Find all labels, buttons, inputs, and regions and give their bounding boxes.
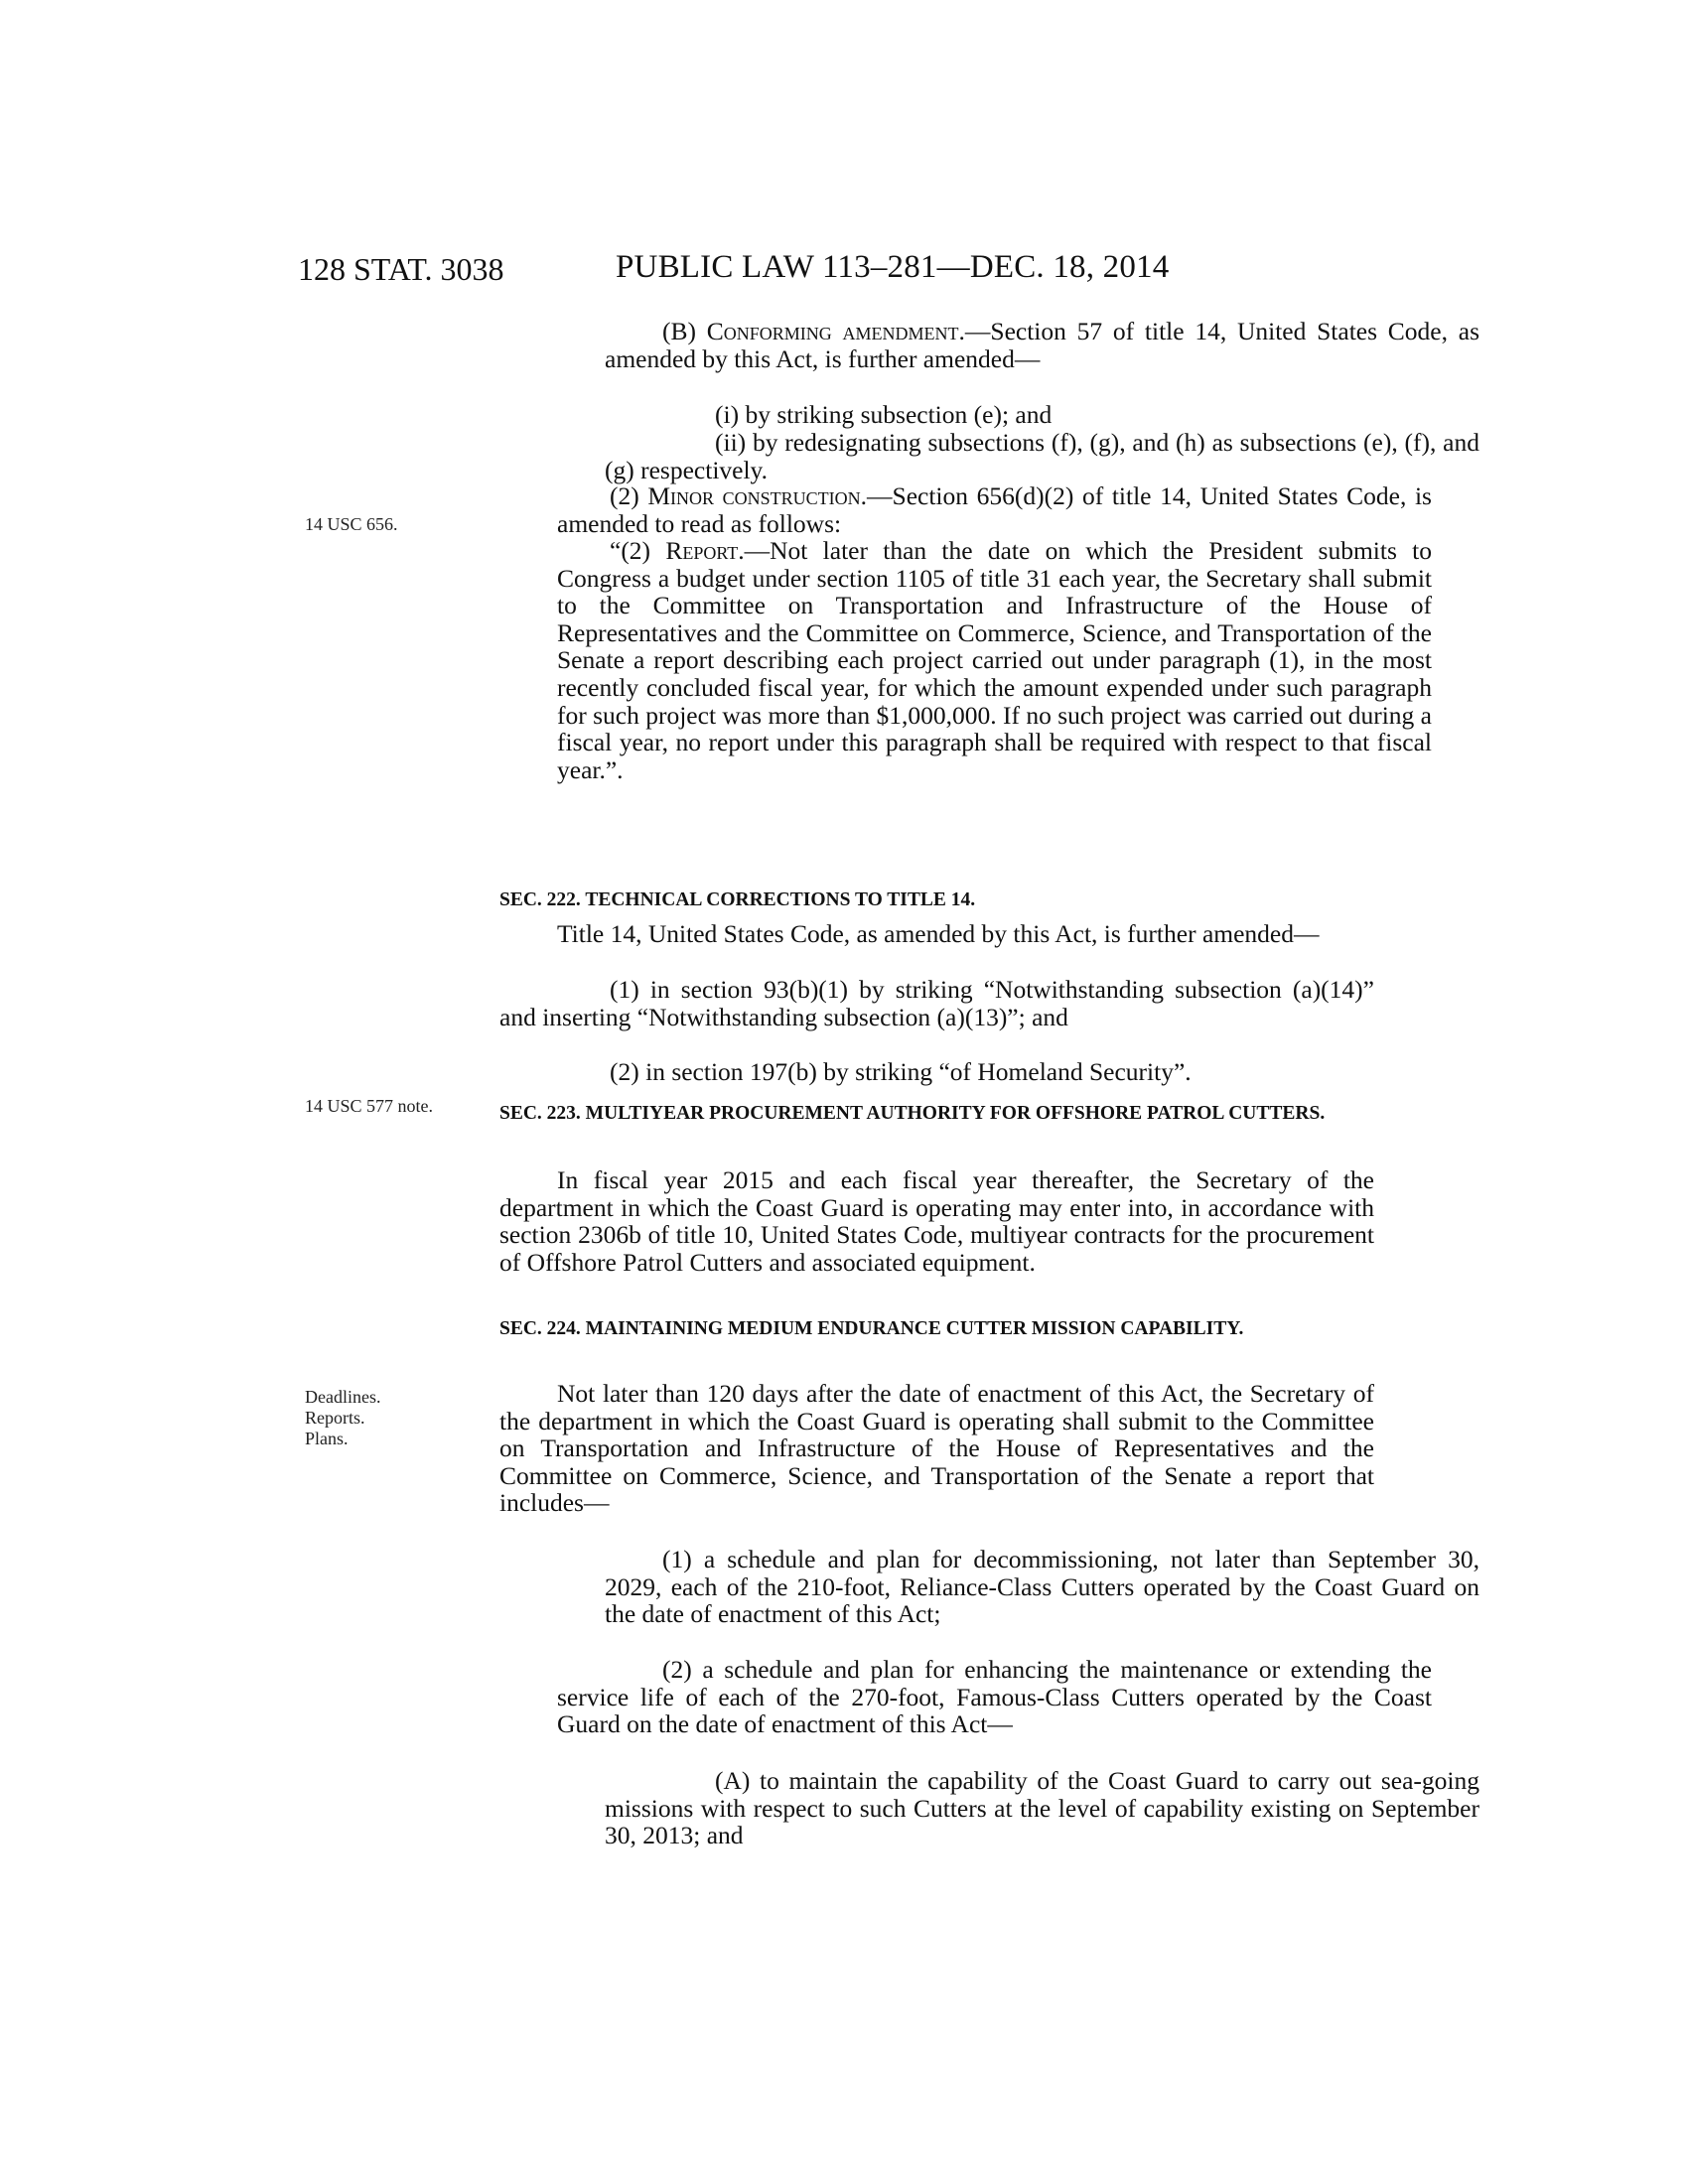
minor-construction-paragraph — [499, 482, 1432, 537]
clause-ii: (ii) by redesignating subsections (f), (g), and (h) as subsections (e), (f), and (g) respectively. — [605, 428, 1479, 484]
conforming-amendment-label: (B) Conforming amendment. — [662, 317, 965, 345]
report-label: “(2) Report. — [610, 536, 745, 565]
margin-note-usc-656: 14 USC 656. — [305, 514, 398, 534]
margin-note-plans: Plans. — [305, 1429, 349, 1448]
margin-note-reports: Reports. — [305, 1408, 365, 1428]
section-223-heading: SEC. 223. MULTIYEAR PROCUREMENT AUTHORITY FOR OFFSHORE PATROL CUTTERS. — [499, 1103, 1326, 1124]
conforming-amendment-text: —Section 57 of title 14, United States Code, as amended by this Act, is further amended— — [605, 317, 1479, 373]
section-222-item-1: (1) in section 93(b)(1) by striking “Notwithstanding subsection (a)(14)” and inserting “Notwithstanding subsection (a)(13)”; and — [499, 975, 1374, 1031]
margin-note-usc-577: 14 USC 577 note. — [305, 1096, 434, 1116]
statute-page-number: 128 STAT. 3038 — [298, 251, 504, 287]
page-title: PUBLIC LAW 113–281—DEC. 18, 2014 — [616, 249, 1170, 285]
margin-note-deadlines: Deadlines. — [305, 1387, 381, 1407]
minor-construction-text: —Section 656(d)(2) of title 14, United States Code, is amended to read as follows: — [557, 481, 1432, 538]
report-text: —Not later than the date on which the President submits to Congress a budget under section 1105 of title 31 each year, the Secretary shall submit to the Committee on Transportation and Infrastructure of the House of Representatives and the Committee on Commerce, Science, and Transportation of the Senate a report describing each project carried out under paragraph (1), in the most recently concluded fiscal year, for which the amount expended under such paragraph for such project was more than $1,000,000. If no such project was carried out during a fiscal year, no report under this paragraph shall be required with respect to that fiscal year.”. — [557, 536, 1432, 784]
section-223-text: In fiscal year 2015 and each fiscal year thereafter, the Secretary of the department in which the Coast Guard is operating may enter into, in accordance with section 2306b of title 10, United States Code, multiyear contracts for the procurement of Offshore Patrol Cutters and associated equipment. — [499, 1165, 1374, 1277]
section-224-item-1: (1) a schedule and plan for decommissioning, not later than September 30, 2029, each of the 210-foot, Reliance-Class Cutters operated by the Coast Guard on the date of enactment of this Act; — [605, 1545, 1479, 1629]
report-paragraph — [499, 537, 1432, 783]
section-224-intro: Not later than 120 days after the date of enactment of this Act, the Secretary of the department in which the Coast Guard is operating shall submit to the Committee on Transportation and Infrastructure of the House of Representatives and the Committee on Commerce, Science, and Transportation of the Senate a report that includes— — [499, 1379, 1374, 1518]
section-222-intro: Title 14, United States Code, as amended by this Act, is further amended— — [557, 919, 1320, 948]
conforming-amendment-paragraph — [499, 318, 1479, 372]
section-222-heading: SEC. 222. TECHNICAL CORRECTIONS TO TITLE 14. — [499, 889, 976, 910]
section-224-item-2-a: (A) to maintain the capability of the Coast Guard to carry out sea-going missions with respect to such Cutters at the level of capability existing on September 30, 2013; and — [605, 1766, 1479, 1850]
section-222-item-2: (2) in section 197(b) by striking “of Homeland Security”. — [610, 1057, 1192, 1086]
minor-construction-label: (2) Minor construction. — [610, 481, 868, 510]
section-224-item-2: (2) a schedule and plan for enhancing the maintenance or extending the service life of each of the 270-foot, Famous-Class Cutters operated by the Coast Guard on the date of enactment of this Act— — [557, 1655, 1432, 1739]
section-224-heading: SEC. 224. MAINTAINING MEDIUM ENDURANCE CUTTER MISSION CAPABILITY. — [499, 1318, 1244, 1339]
clause-i: (i) by striking subsection (e); and — [715, 400, 1053, 429]
